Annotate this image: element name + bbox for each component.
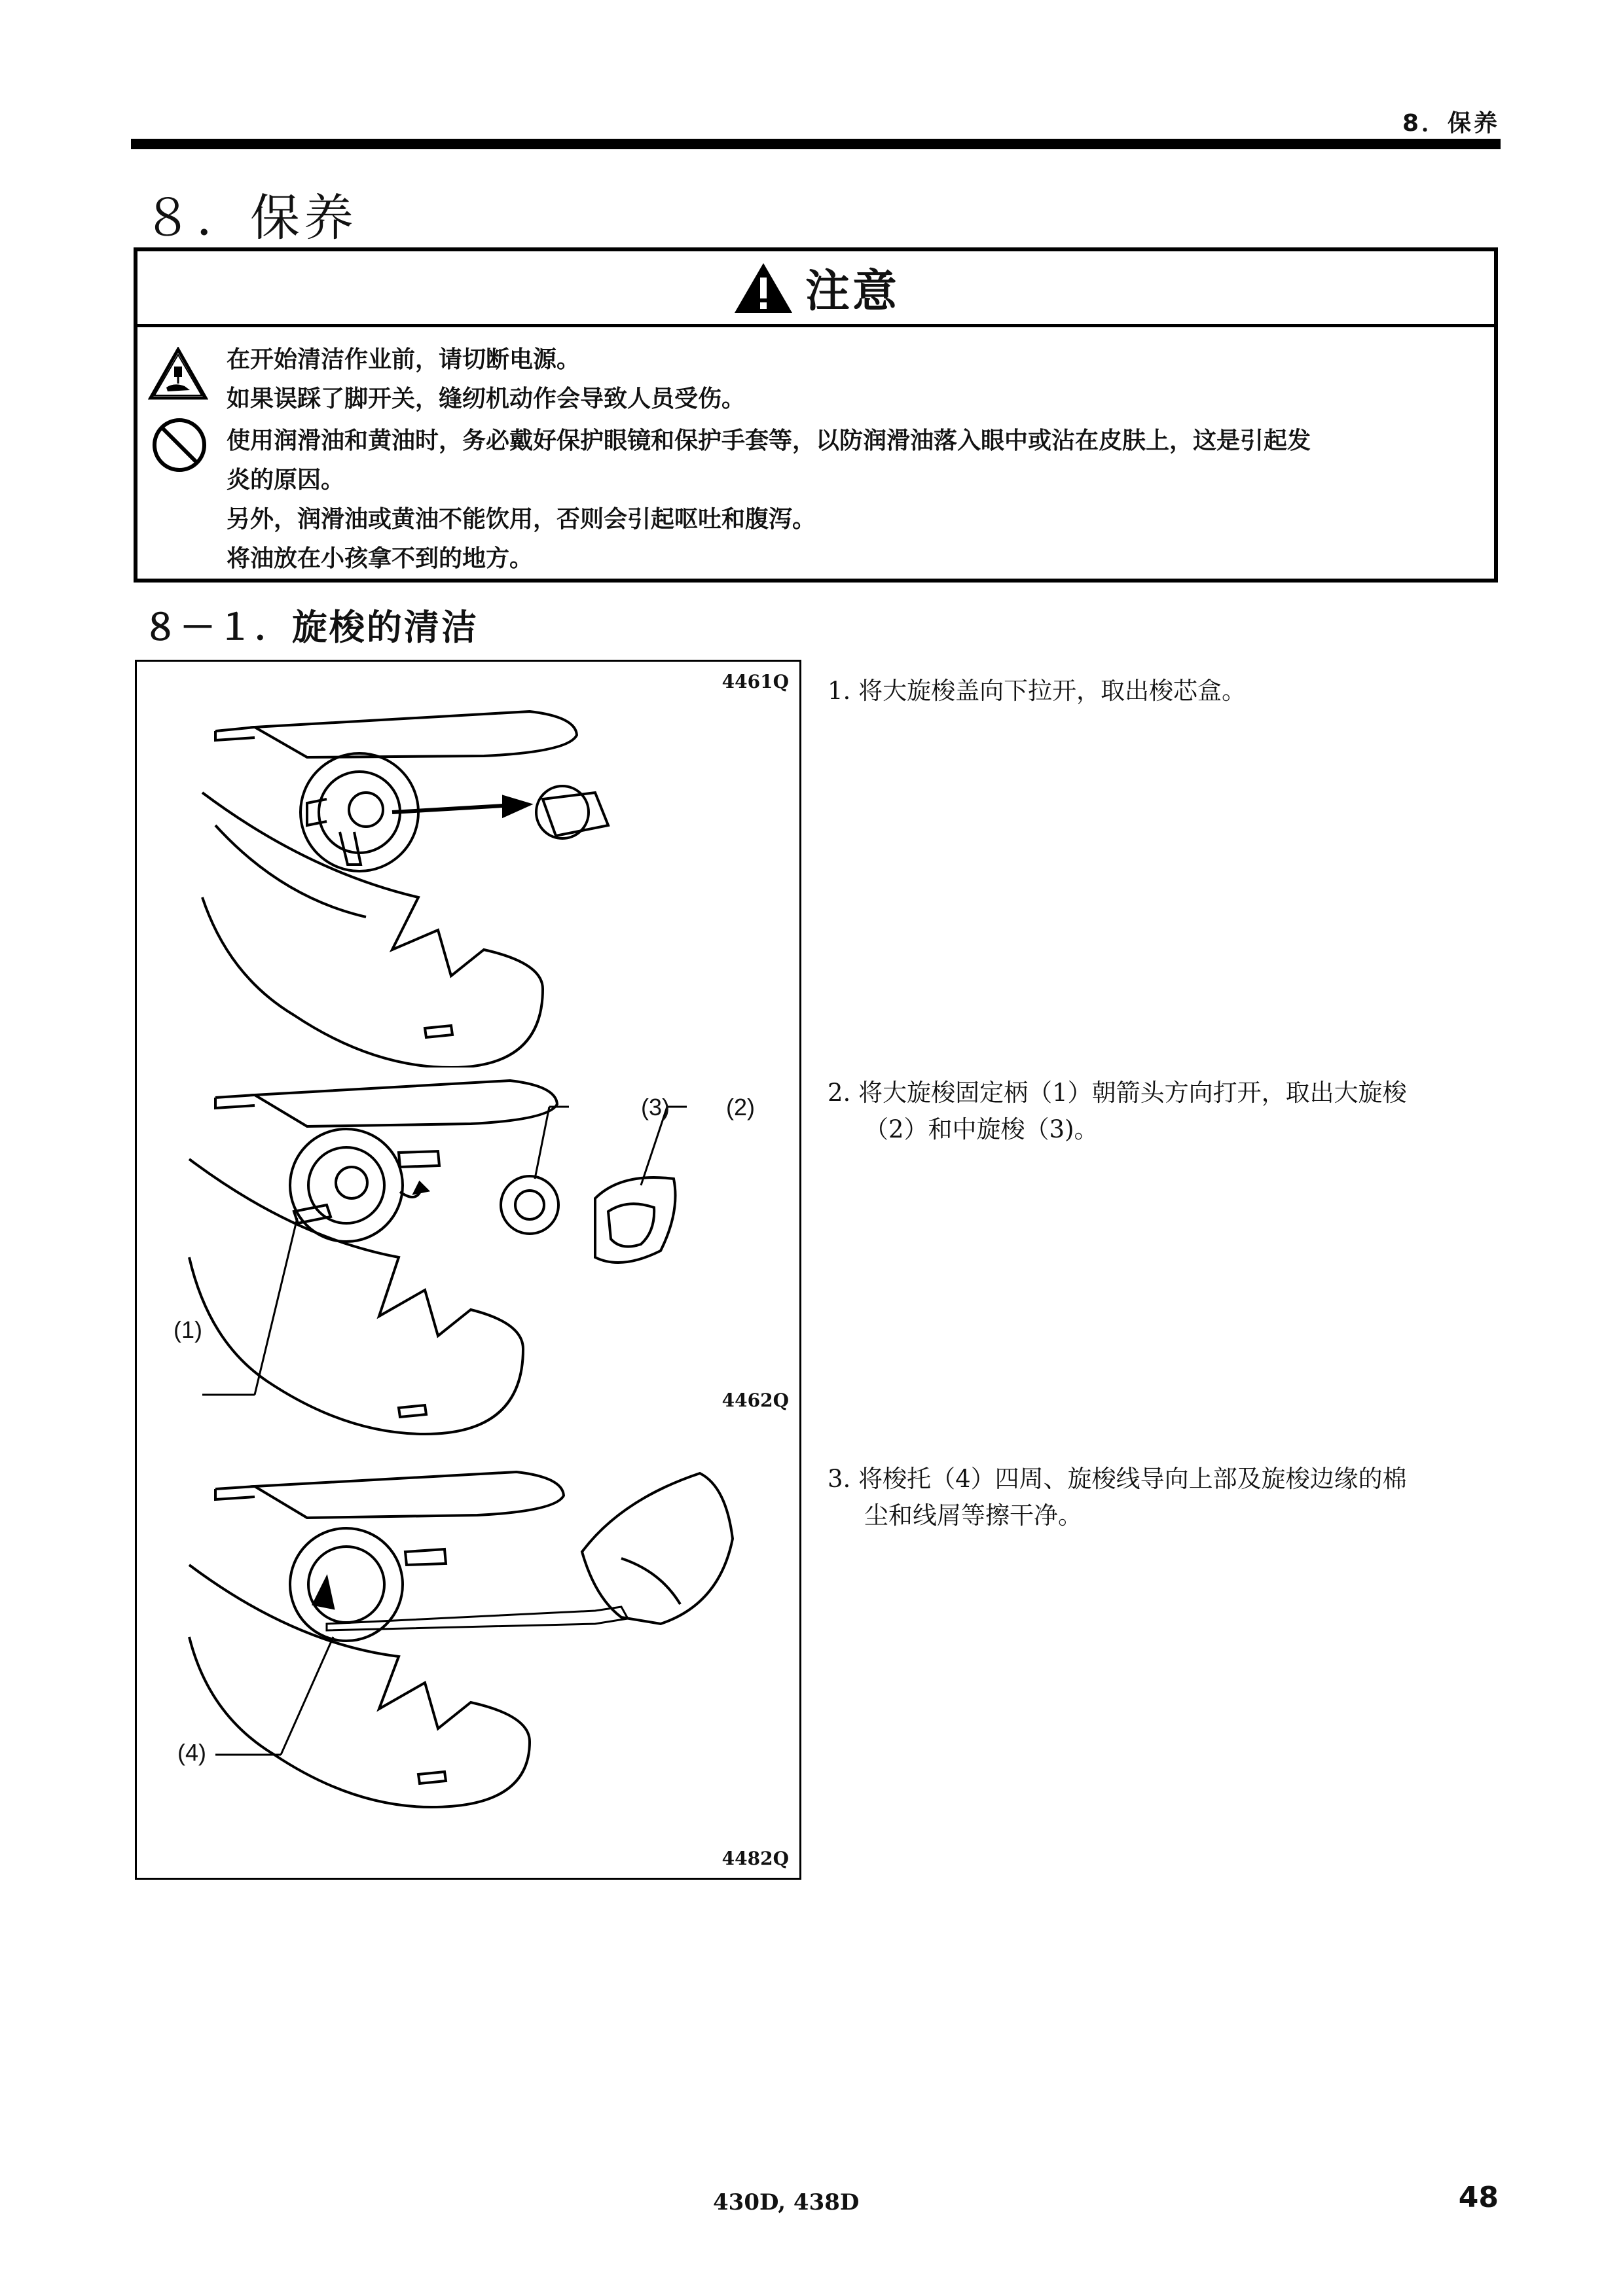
hook-cover-illustration — [176, 701, 765, 1067]
page-number: 48 — [1458, 2181, 1499, 2214]
figure-code: 4461Q — [721, 671, 789, 692]
needle-crush-hazard-icon — [148, 347, 208, 401]
step-2-line-2: （2）和中旋梭（3)。 — [864, 1115, 1099, 1143]
chapter-title: ８．保养 — [143, 188, 357, 247]
caution-title: 注意 — [805, 266, 900, 317]
step-3 — [828, 1461, 1508, 1534]
warning-triangle-icon — [732, 260, 795, 315]
callout-label-1: (1) — [173, 1316, 202, 1343]
step-3-line-1: 3. 将梭托（4）四周、旋梭线导向上部及旋梭边缘的棉 — [828, 1465, 1407, 1493]
callout-label-3: (3) — [641, 1094, 670, 1121]
caution-prohibit-line-1: 使用润滑油和黄油时，务必戴好保护眼镜和保护手套等，以防润滑油落入眼中或沾在皮肤上，这是引起发 — [227, 427, 1311, 454]
figure-code: 4462Q — [721, 1390, 789, 1411]
step-1: 1. 将大旋梭盖向下拉开，取出梭芯盒。 — [828, 677, 1247, 705]
footer-model: 430D, 438D — [713, 2189, 860, 2215]
callout-label-4: (4) — [177, 1739, 206, 1766]
caution-prohibit-line-2: 炎的原因。 — [227, 467, 345, 493]
callout-label-2: (2) — [726, 1094, 755, 1121]
hook-removal-illustration — [163, 1067, 778, 1447]
prohibition-icon — [151, 416, 208, 474]
caution-crush-line-1: 在开始清洁作业前，请切断电源。 — [227, 346, 581, 373]
caution-crush-line-2: 如果误踩了脚开关，缝纫机动作会导致人员受伤。 — [227, 386, 746, 412]
header-rule — [131, 139, 1501, 149]
caution-prohibit-line-3: 另外，润滑油或黄油不能饮用，否则会引起呕吐和腹泻。 — [227, 506, 816, 533]
caution-box — [134, 247, 1498, 583]
step-2 — [828, 1075, 1508, 1148]
hook-cleaning-illustration — [163, 1447, 778, 1814]
caution-prohibit-line-4: 将油放在小孩拿不到的地方。 — [227, 545, 534, 572]
section-title: ８－１．旋梭的清洁 — [143, 607, 479, 648]
step-2-line-1: 2. 将大旋梭固定柄（1）朝箭头方向打开，取出大旋梭 — [828, 1079, 1407, 1107]
caution-header — [137, 251, 1494, 327]
figure-frame — [135, 660, 801, 1880]
figure-code: 4482Q — [721, 1848, 789, 1869]
step-3-line-2: 尘和线屑等擦干净。 — [864, 1501, 1082, 1530]
running-header: 8．保养 — [1402, 110, 1500, 137]
